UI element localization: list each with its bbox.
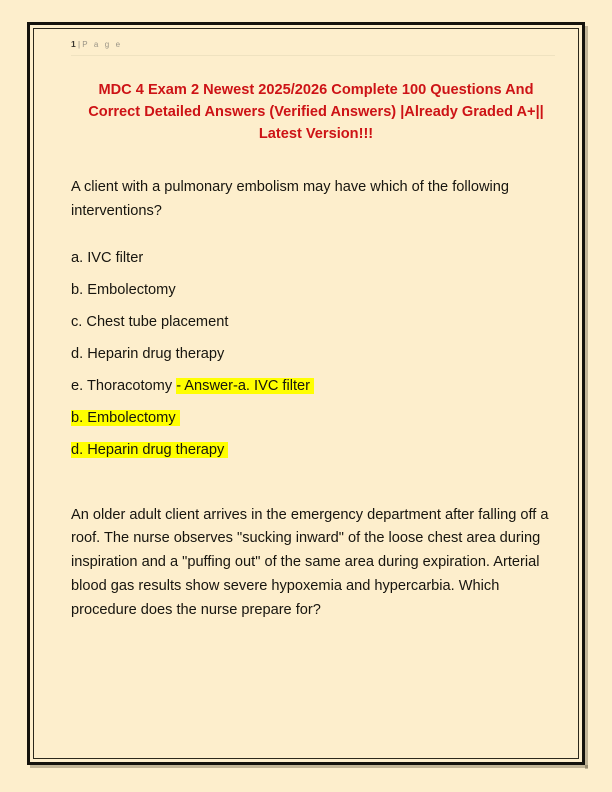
page-number: 1 [71, 39, 76, 49]
option-item [71, 279, 561, 303]
document-title: MDC 4 Exam 2 Newest 2025/2026 Complete 100 Questions And Correct Detailed Answers (Verified Answers) |Already Graded A+|| Latest Version!!! [88, 82, 544, 142]
option-highlight: b. Embolectomy [71, 410, 180, 426]
header-divider [71, 55, 555, 56]
page-running-header [71, 39, 561, 54]
page-frame-shadow-right [585, 26, 588, 769]
option-item [71, 407, 561, 431]
option-item [71, 343, 561, 367]
option-text: d. Heparin drug therapy [71, 346, 225, 362]
page-frame-shadow-bottom [30, 765, 588, 768]
option-text: b. Embolectomy [71, 282, 176, 298]
question-1-options [71, 247, 561, 463]
question-2-stem: An older adult client arrives in the emergency department after falling off a roof. The nurse observes "sucking inward" of the loose chest area during inspiration and a "puffing out" of the same area during expiration. Arterial blood gas results show severe hypoxemia and hypercarbia. Which procedure does the nurse prepare for? [71, 506, 549, 618]
option-text: e. Thoracotomy [71, 378, 177, 394]
document-page-frame [27, 22, 585, 765]
option-highlight: d. Heparin drug therapy [71, 442, 229, 458]
option-text: a. IVC filter [71, 250, 144, 266]
document-content [71, 39, 561, 622]
page-header-label: P a g e [82, 40, 123, 49]
option-item [71, 439, 561, 463]
option-item [71, 311, 561, 335]
option-text: c. Chest tube placement [71, 314, 229, 330]
option-item [71, 247, 561, 271]
option-highlight: - Answer-a. IVC filter [176, 378, 315, 394]
question-1-stem: A client with a pulmonary embolism may have which of the following interventions? [71, 179, 510, 219]
page-header-separator: | [77, 40, 81, 49]
option-item [71, 375, 561, 399]
